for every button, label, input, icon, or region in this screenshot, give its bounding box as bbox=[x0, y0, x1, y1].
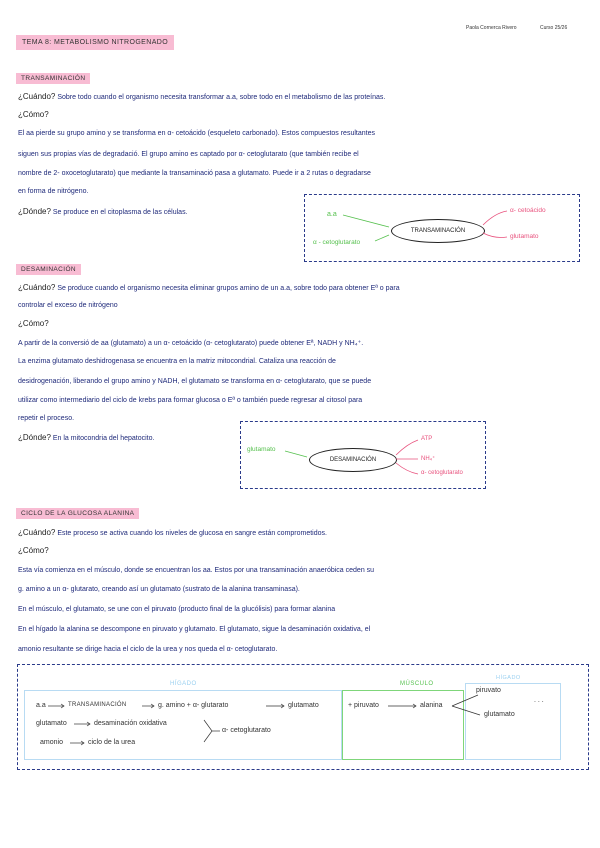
diagram-input-aa: a.a bbox=[327, 211, 337, 218]
diagram-input-cetoglutarato: α - cetoglutarato bbox=[313, 239, 361, 246]
third-piruvato: piruvato bbox=[476, 687, 501, 694]
s2-how-line-5: repetir el proceso. bbox=[18, 415, 75, 422]
label-musculo: MÚSCULO bbox=[400, 681, 434, 687]
question-when: ¿Cuándo? bbox=[18, 283, 56, 292]
diagram-input-glutamato: glutamato bbox=[247, 446, 276, 453]
s3-how-line-4: En el hígado la alanina se descompone en piruvato y glutamato. El glutamato, sigue la desaminación oxidativa, el bbox=[18, 626, 371, 633]
s3-when-text: Este proceso se activa cuando los niveles de glucosa en sangre están comprometidos. bbox=[57, 530, 327, 537]
page-title: TEMA 8: METABOLISMO NITROGENADO bbox=[16, 35, 174, 50]
process-oval-transaminacion: TRANSAMINACIÓN bbox=[391, 219, 485, 243]
row1-aa: a.a bbox=[36, 702, 46, 709]
question-when: ¿Cuándo? bbox=[18, 528, 56, 537]
s2-when-line-1: Se produce cuando el organismo necesita eliminar grupos amino de un a.a, sobre todo para obtener Eª o para bbox=[57, 285, 400, 292]
s2-when-line-2: controlar el exceso de nitrógeno bbox=[18, 302, 118, 309]
question-where: ¿Dónde? bbox=[18, 207, 51, 216]
row2-desaminacion: desaminación oxidativa bbox=[94, 720, 167, 727]
section-heading-ciclo-glucosa-alanina: CICLO DE LA GLUCOSA ALANINA bbox=[16, 508, 139, 519]
diagram-arrows bbox=[241, 422, 485, 488]
row3-amonio: amonio bbox=[40, 739, 63, 746]
s1-where-row bbox=[18, 207, 188, 217]
author-name: Paola Cornerca Rivero bbox=[466, 25, 517, 31]
s3-when-row bbox=[18, 528, 327, 538]
section-heading-desaminacion: DESAMINACIÓN bbox=[16, 264, 81, 275]
question-when: ¿Cuándo? bbox=[18, 92, 56, 101]
process-oval-desaminacion: DESAMINACIÓN bbox=[309, 448, 397, 472]
s1-how-line-2: siguen sus propias vías de degradació. El grupo amino es captado por α- cetoglutarato (que también recibe el bbox=[18, 151, 359, 158]
third-glutamato: glutamato bbox=[484, 711, 515, 718]
question-how: ¿Cómo? bbox=[18, 319, 49, 328]
row1-amino-glutarato: g. amino + α- glutarato bbox=[158, 702, 229, 709]
ciclo-arrows bbox=[18, 665, 588, 769]
question-where: ¿Dónde? bbox=[18, 433, 51, 442]
diagram-output-glutamato: glutamato bbox=[510, 233, 539, 240]
s1-how-line-3: nombre de 2- oxocetoglutarato) que mediante la transaminació pasa a glutamato. Puede ir a 2 rutas o degradarse bbox=[18, 170, 371, 177]
s2-how-line-4: utilizar como intermediario del ciclo de krebs para formar glucosa o Eª o también puede regresar al citosol para bbox=[18, 397, 363, 404]
diagram-arrows bbox=[305, 195, 579, 261]
ciclo-diagram bbox=[17, 664, 589, 770]
question-how: ¿Cómo? bbox=[18, 110, 49, 119]
diagram-output-cetoglutarato: α- cetoglutarato bbox=[421, 470, 463, 476]
s2-when-row bbox=[18, 283, 400, 293]
s2-where-row bbox=[18, 433, 154, 443]
question-how: ¿Cómo? bbox=[18, 546, 49, 555]
s3-how-line-2: g. amino a un α- glutarato, creando así un glutamato (sustrato de la alanina transaminasa). bbox=[18, 586, 300, 593]
label-higado: HÍGADO bbox=[170, 681, 197, 687]
s1-where-text: Se produce en el citoplasma de las células. bbox=[52, 209, 188, 216]
s3-how-line-1: Esta vía comienza en el músculo, donde se encuentran los aa. Estos por una transaminación anaeróbica ceden su bbox=[18, 567, 375, 574]
course-label: Curso 25/26 bbox=[540, 25, 568, 31]
s2-where-text: En la mitocondria del hepatocito. bbox=[52, 435, 155, 442]
row1-glutamato: glutamato bbox=[288, 702, 319, 709]
row3-ciclo-urea: ciclo de la urea bbox=[88, 739, 136, 746]
diagram-output-cetoacido: α- cetoácido bbox=[510, 207, 546, 214]
s1-how-line-1: El aa pierde su grupo amino y se transforma en α- cetoácido (esqueleto carbonado). Estos compuestos resultantes bbox=[18, 130, 375, 137]
result-cetoglutarato: α- cetoglutarato bbox=[222, 727, 271, 734]
transaminacion-diagram bbox=[304, 194, 580, 262]
s2-how-line-2: La enzima glutamato deshidrogenasa se encuentra en la matriz mitocondrial. Cataliza una reacción de bbox=[18, 358, 336, 365]
row1-alanina: alanina bbox=[420, 702, 443, 709]
row1-transaminacion: TRANSAMINACIÓN bbox=[68, 702, 127, 708]
row1-piruvato: + piruvato bbox=[348, 702, 379, 709]
s2-how-line-1: A partir de la conversió de aa (glutamato) a un α- cetoácido (α- cetoglutarato) puede obtener Eª, NADH y NH₄⁺. bbox=[18, 340, 364, 347]
third-ellipsis: . . . bbox=[534, 697, 544, 704]
s3-how-line-3: En el músculo, el glutamato, se une con el piruvato (producto final de la glucólisis) para formar alanina bbox=[18, 606, 336, 613]
s1-how-line-4: en forma de nitrógeno. bbox=[18, 188, 89, 195]
desaminacion-diagram bbox=[240, 421, 486, 489]
s2-how-line-3: desidrogenación, liberando el grupo amino y NADH, el glutamato se transforma en α- cetoglutarato, que se puede bbox=[18, 378, 372, 385]
row2-glutamato: glutamato bbox=[36, 720, 67, 727]
diagram-output-atp: ATP bbox=[421, 436, 433, 442]
section-heading-transaminacion: TRANSAMINACIÓN bbox=[16, 73, 90, 84]
s1-when-text: Sobre todo cuando el organismo necesita transformar a.a, sobre todo en el metabolismo de las proteínas. bbox=[57, 94, 386, 101]
s3-how-line-5: amonio resultante se dirige hacia el ciclo de la urea y nos queda el α- cetoglutarato. bbox=[18, 646, 278, 653]
diagram-output-nh4: NH₄⁺ bbox=[421, 456, 436, 462]
s1-when-row bbox=[18, 92, 385, 102]
label-third-box: HÍGADO bbox=[496, 675, 521, 681]
